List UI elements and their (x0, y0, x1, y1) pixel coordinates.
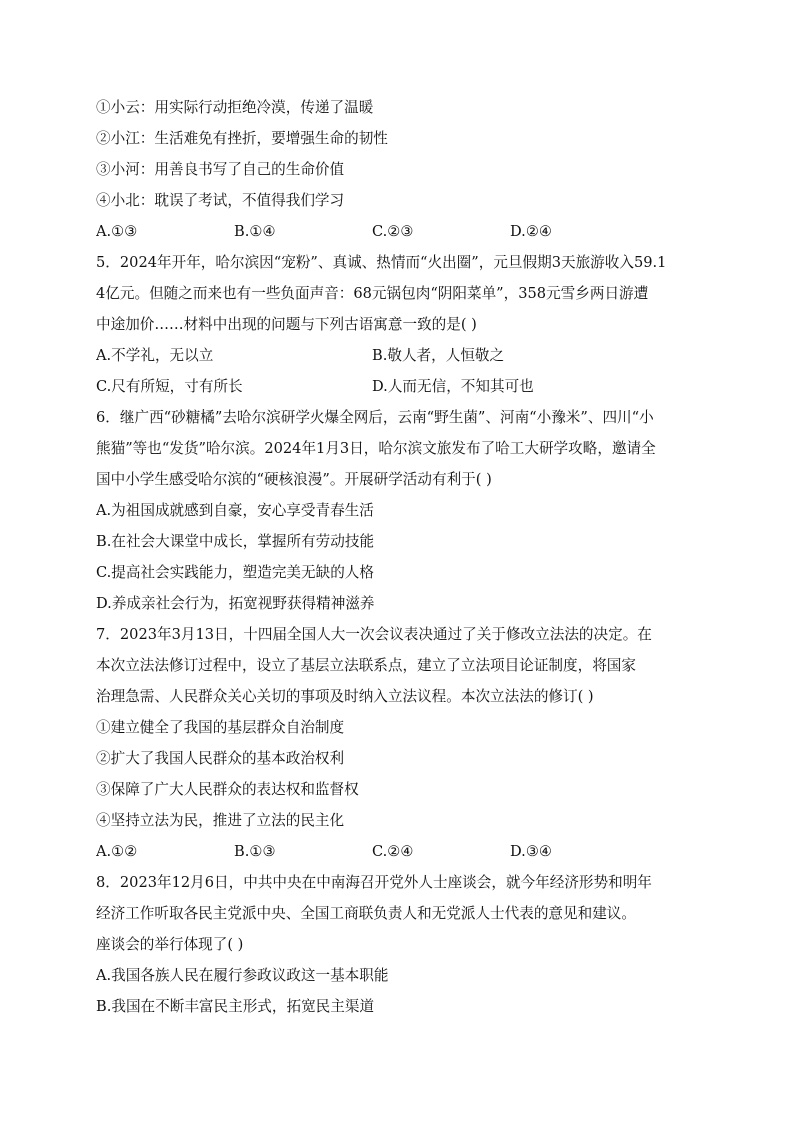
question-text-line: 经济工作听取各民主党派中央、全国工商联负责人和无党派人士代表的意见和建议。 (96, 905, 636, 922)
question-7 (96, 619, 706, 867)
option-d[interactable]: D.人而无信，不知其可也 (372, 378, 534, 395)
question-text-line: 6．继广西“砂糖橘”去哈尔滨研学火爆全网后，云南“野生菌”、河南“小豫米”、四川“小 (96, 409, 654, 426)
option-b[interactable]: B.敬人者，人恒敬之 (372, 347, 505, 364)
question-8 (96, 867, 706, 1022)
statement-3: ③小河：用善良书写了自己的生命价值 (96, 161, 345, 178)
option-b[interactable]: B.①③ (234, 843, 276, 860)
option-b[interactable]: B.我国在不断丰富民主形式，拓宽民主渠道 (96, 998, 375, 1015)
question-5 (96, 247, 706, 402)
option-c[interactable]: C.提高社会实践能力，塑造完美无缺的人格 (96, 564, 374, 581)
option-d[interactable]: D.②④ (510, 223, 552, 240)
statement-4: ④小北：耽误了考试，不值得我们学习 (96, 192, 345, 209)
question-text-line: 7．2023年3月13日，十四届全国人大一次会议表决通过了关于修改立法法的决定。在 (96, 626, 652, 643)
option-c[interactable]: C.②③ (372, 223, 414, 240)
question-text-line: 4亿元。但随之而来也有一些负面声音：68元锅包肉“阴阳菜单”，358元雪乡两日游遭 (96, 285, 649, 302)
option-c[interactable]: C.尺有所短，寸有所长 (96, 378, 243, 395)
option-b[interactable]: B.①④ (234, 223, 276, 240)
exam-page (96, 92, 706, 1022)
answer-options (96, 836, 706, 867)
question-text-line: 8．2023年12月6日，中共中央在中南海召开党外人士座谈会，就今年经济形势和明年 (96, 874, 652, 891)
statement-1: ①建立健全了我国的基层群众自治制度 (96, 719, 345, 736)
question-text-line: 治理急需、人民群众关心关切的事项及时纳入立法议程。本次立法法的修订( ) (96, 688, 594, 705)
answer-options-row-1 (96, 340, 706, 371)
question-text-line: 5．2024年开年，哈尔滨因“宠粉”、真诚、热情而“火出圈”，元旦假期3天旅游收入59.1 (96, 254, 667, 271)
statement-4: ④坚持立法为民，推进了立法的民主化 (96, 812, 345, 829)
question-text-line: 本次立法法修订过程中，设立了基层立法联系点，建立了立法项目论证制度，将国家 (96, 657, 636, 674)
option-d[interactable]: D.③④ (510, 843, 552, 860)
option-a[interactable]: A.为祖国成就感到自豪，安心享受青春生活 (96, 502, 374, 519)
option-b[interactable]: B.在社会大课堂中成长，掌握所有劳动技能 (96, 533, 375, 550)
answer-options-row-2 (96, 371, 706, 402)
question-text-line: 座谈会的举行体现了( ) (96, 936, 244, 953)
question-text-line: 熊猫”等也“发货”哈尔滨。2024年1月3日，哈尔滨文旅发布了哈工大研学攻略，邀请全 (96, 440, 656, 457)
question-4-tail (96, 92, 706, 247)
statement-3: ③保障了广大人民群众的表达权和监督权 (96, 781, 359, 798)
option-a[interactable]: A.①③ (96, 223, 138, 240)
statement-1: ①小云：用实际行动拒绝冷漠，传递了温暖 (96, 99, 374, 116)
option-c[interactable]: C.②④ (372, 843, 414, 860)
question-6 (96, 402, 706, 619)
option-d[interactable]: D.养成亲社会行为，拓宽视野获得精神滋养 (96, 595, 375, 612)
question-text-line: 国中小学生感受哈尔滨的“硬核浪漫”。开展研学活动有利于( ) (96, 471, 492, 488)
option-a[interactable]: A.①② (96, 843, 138, 860)
statement-2: ②扩大了我国人民群众的基本政治权利 (96, 750, 345, 767)
option-a[interactable]: A.我国各族人民在履行参政议政这一基本职能 (96, 967, 389, 984)
answer-options (96, 216, 706, 247)
question-text-line: 中途加价……材料中出现的问题与下列古语寓意一致的是( ) (96, 316, 477, 333)
statement-2: ②小江：生活难免有挫折，要增强生命的韧性 (96, 130, 388, 147)
option-a[interactable]: A.不学礼，无以立 (96, 347, 214, 364)
